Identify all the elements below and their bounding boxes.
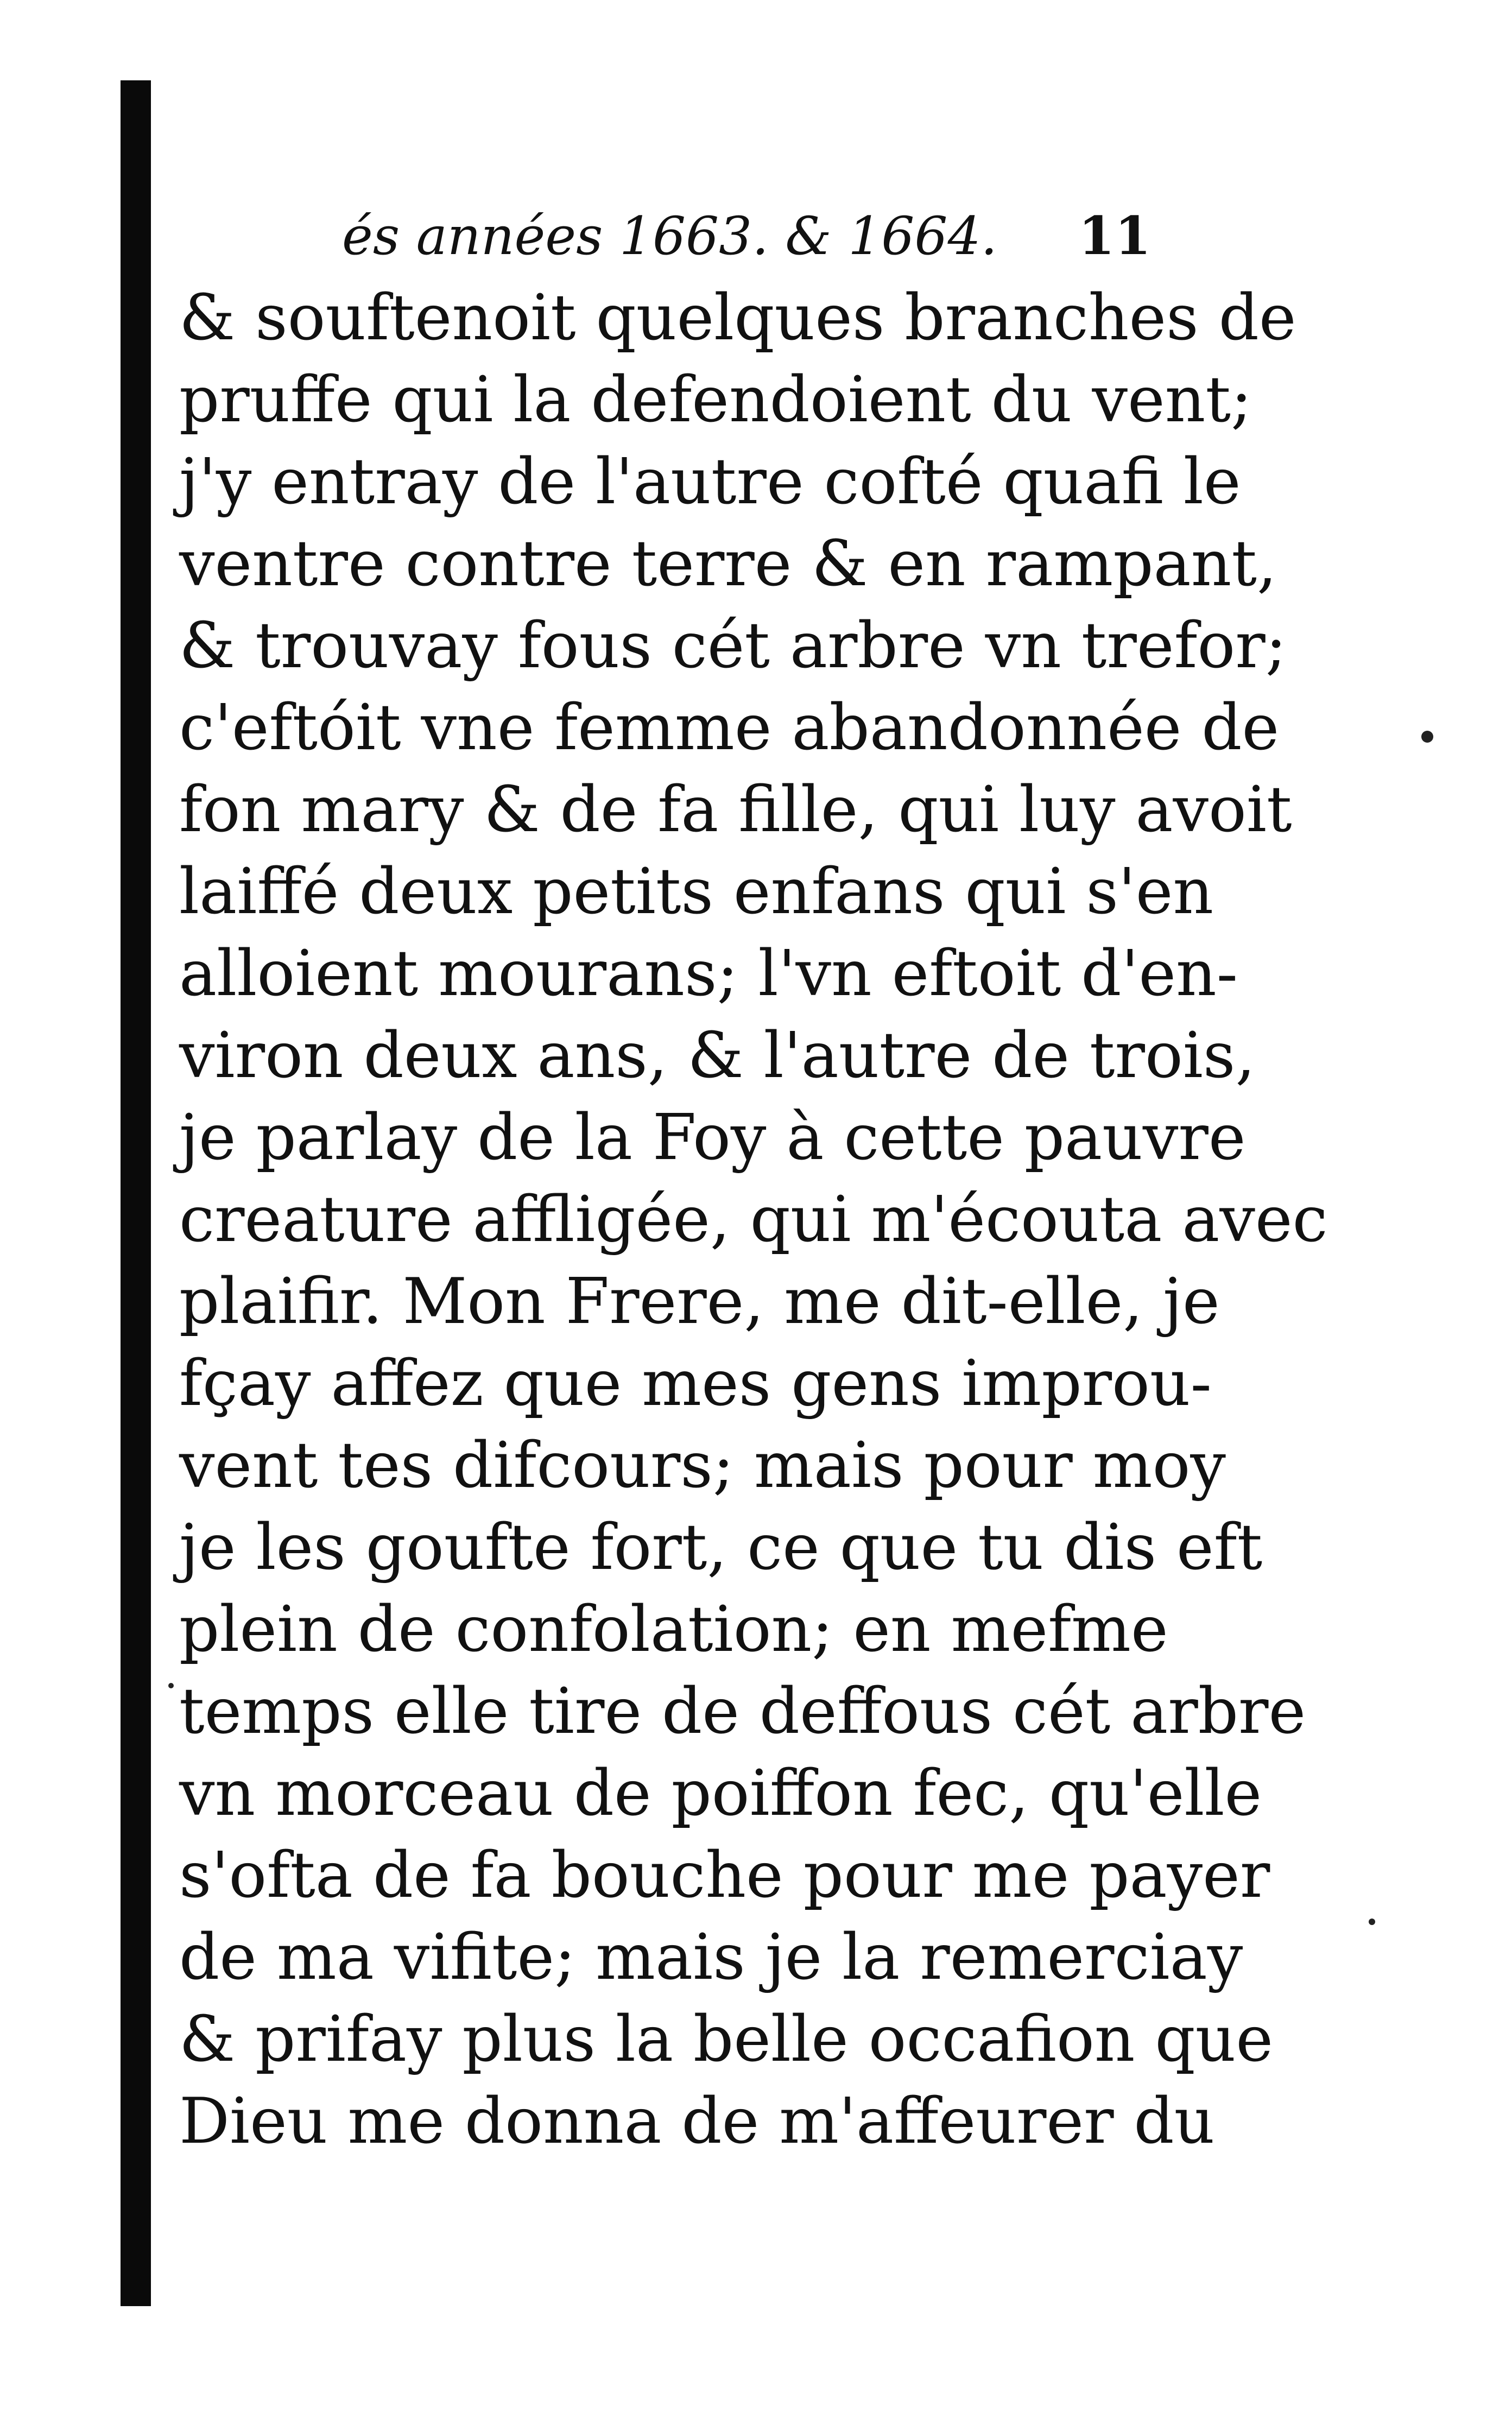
book-page	[179, 195, 1328, 2162]
ink-speck	[1369, 1919, 1375, 1925]
text-line: viron deux ans, & l'autre de trois,	[179, 1019, 1256, 1092]
text-line: de ma vifite; mais je la remerciay	[179, 1921, 1243, 1994]
text-line: je les goufte fort, ce que tu dis eft	[179, 1511, 1263, 1584]
text-line: temps elle tire de deffous cét arbre	[179, 1675, 1306, 1748]
ink-speck	[1421, 731, 1433, 743]
running-head	[179, 195, 1151, 277]
body-text	[179, 277, 1328, 2162]
page-number: 11	[1078, 205, 1151, 267]
text-line: fçay affez que mes gens improu-	[179, 1347, 1212, 1420]
text-line: Dieu me donna de m'affeurer du	[179, 2085, 1215, 2158]
text-line: s'ofta de fa bouche pour me payer	[179, 1839, 1270, 1912]
text-line: laiffé deux petits enfans qui s'en	[179, 855, 1214, 928]
text-line: pruffe qui la defendoient du vent;	[179, 363, 1252, 436]
text-line: vn morceau de poiffon fec, qu'elle	[179, 1757, 1262, 1830]
text-line: plaifir. Mon Frere, me dit-elle, je	[179, 1265, 1220, 1338]
binding-gutter-shadow	[121, 80, 151, 2306]
text-line: c'eftóit vne femme abandonnée de	[179, 691, 1280, 764]
text-line: j'y entray de l'autre cofté quafi le	[179, 445, 1241, 518]
text-line: & prifay plus la belle occafion que	[179, 2003, 1273, 2076]
text-line: ventre contre terre & en rampant,	[179, 527, 1277, 600]
running-head-title: és années 1663. & 1664.	[342, 206, 998, 267]
text-line: alloient mourans; l'vn eftoit d'en-	[179, 937, 1238, 1010]
text-line: plein de confolation; en mefme	[179, 1593, 1168, 1666]
text-line: fon mary & de fa fille, qui luy avoit	[179, 773, 1292, 846]
text-line: & trouvay fous cét arbre vn trefor;	[179, 609, 1287, 682]
text-line: je parlay de la Foy à cette pauvre	[179, 1101, 1246, 1174]
text-line: creature affligée, qui m'écouta avec	[179, 1183, 1328, 1256]
text-line: vent tes difcours; mais pour moy	[179, 1429, 1226, 1502]
ink-speck	[168, 1683, 174, 1688]
text-line: & souftenoit quelques branches de	[179, 281, 1296, 354]
